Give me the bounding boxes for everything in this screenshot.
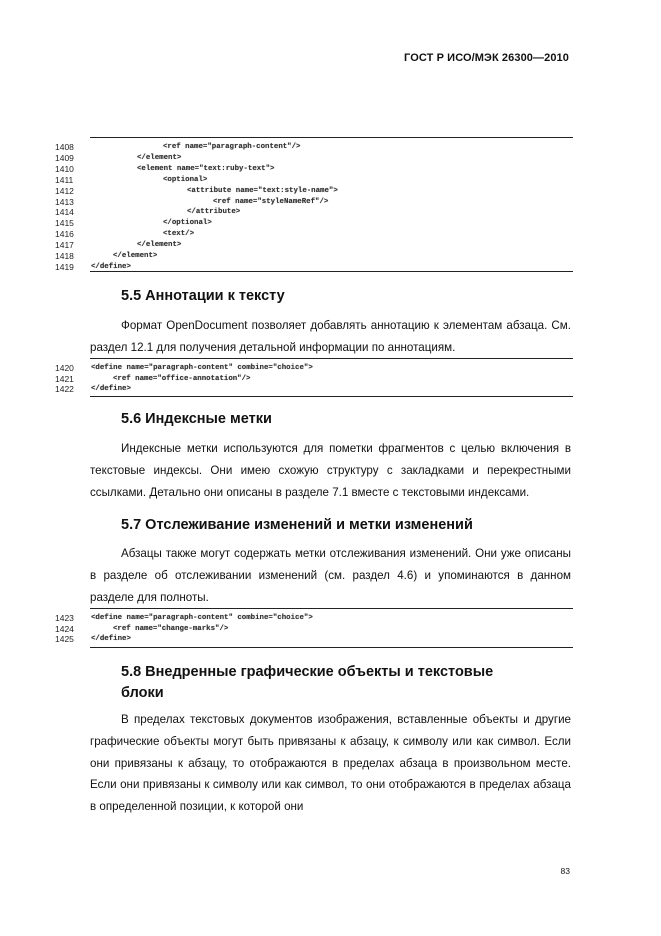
line-number: 1410 [55,163,74,174]
rule-bottom [90,396,573,397]
section-title-line-1: 5.8 Внедренные графические объекты и текстовые [121,664,494,680]
line-number: 1425 [55,634,74,644]
code-line [55,374,573,385]
line-number: 1416 [55,229,74,240]
line-number: 1418 [55,251,74,261]
rule-bottom [90,647,573,648]
code-text: <attribute name="text:style-name"> [187,186,338,195]
code-text: <optional> [163,175,208,184]
code-text: <define name="paragraph-content" combine="choice"> [91,614,313,622]
line-number: 1414 [55,207,74,218]
code-line [55,229,573,240]
section-title-5-8 [121,662,493,704]
line-number: 1424 [55,623,74,634]
paragraph: Формат OpenDocument позволяет добавлять аннотацию к элементам абзаца. См. раздел 12.1 для получения детальной информации по аннотациям. [90,319,571,354]
code-text: </element> [137,241,182,250]
code-line [55,624,573,635]
code-line [55,613,573,624]
code-listing-1 [55,134,573,274]
section-text-5-5 [90,315,571,359]
section-title-line-2: блоки [121,685,164,701]
code-text: <define name="paragraph-content" combine="choice"> [91,364,313,372]
line-number: 1420 [55,363,74,373]
line-number: 1408 [55,142,74,152]
code-line [55,634,573,645]
rule-top [90,358,573,359]
code-listing-2 [55,357,573,399]
paragraph: Индексные метки используются для пометки фрагментов с целью включения в текстовые индексы. Они имею схожую структуру с закладками и перекрестными ссылками. Детально они описаны в разделе 7.1 вместе с текстовыми индексами. [90,442,571,499]
code-text: <ref name="paragraph-content"/> [163,143,301,151]
code-text: </attribute> [187,208,241,217]
code-text: <element name="text:ruby-text"> [137,164,275,173]
line-number: 1423 [55,613,74,623]
code-line [55,207,573,218]
code-line [55,251,573,262]
rule-top [90,137,573,138]
line-number: 1419 [55,261,74,272]
section-text-5-7 [90,543,571,608]
code-line [55,218,573,229]
paragraph: Абзацы также могут содержать метки отслеживания изменений. Они уже описаны в разделе об отслеживании изменений (см. раздел 4.6) и упоминаются в данном разделе для полноты. [90,547,571,604]
rule-top [90,608,573,609]
section-title-5-6: 5.6 Индексные метки [121,411,272,427]
code-line [55,186,573,197]
page-header: ГОСТ Р ИСО/МЭК 26300—2010 [404,52,569,64]
section-text-5-8 [90,709,571,818]
section-text-5-6 [90,438,571,503]
code-line [55,384,573,395]
section-title-5-5: 5.5 Аннотации к тексту [121,288,285,304]
code-text: <ref name="styleNameRef"/> [213,197,329,206]
paragraph: В пределах текстовых документов изображения, вставленные объекты и другие графические объекты могут быть привязаны к абзацу, к символу или как символ. Если они привязаны к абзацу, то отображаются в пределах абзаца в произвольном месте. Если они привязаны к символу или как символ, то они отображаются в пределах абзаца в определенной позиции, к которой они [90,713,571,814]
line-number: 1409 [55,152,74,163]
line-number: 1415 [55,218,74,229]
line-number: 1421 [55,373,74,384]
code-text: <ref name="change-marks"/> [113,624,229,633]
code-text: </define> [91,635,131,643]
code-line [55,197,573,208]
page-number: 83 [560,866,570,876]
code-line [55,240,573,251]
code-text: </define> [91,385,131,393]
section-title-5-7: 5.7 Отслеживание изменений и метки изменений [121,517,473,533]
code-line [55,142,573,153]
code-line [55,164,573,175]
code-listing-3 [55,607,573,649]
code-text: <text/> [163,230,195,239]
code-text: </define> [91,262,131,271]
code-line [55,153,573,164]
code-line [55,262,573,273]
code-text: </optional> [163,219,212,228]
line-number: 1412 [55,185,74,196]
code-text: </element> [113,252,158,260]
code-line [55,175,573,186]
code-text: <ref name="office-annotation"/> [113,374,251,383]
line-number: 1413 [55,196,74,207]
line-number: 1422 [55,384,74,394]
code-line [55,363,573,374]
line-number: 1411 [55,174,74,185]
code-text: </element> [137,153,182,162]
line-number: 1417 [55,240,74,251]
